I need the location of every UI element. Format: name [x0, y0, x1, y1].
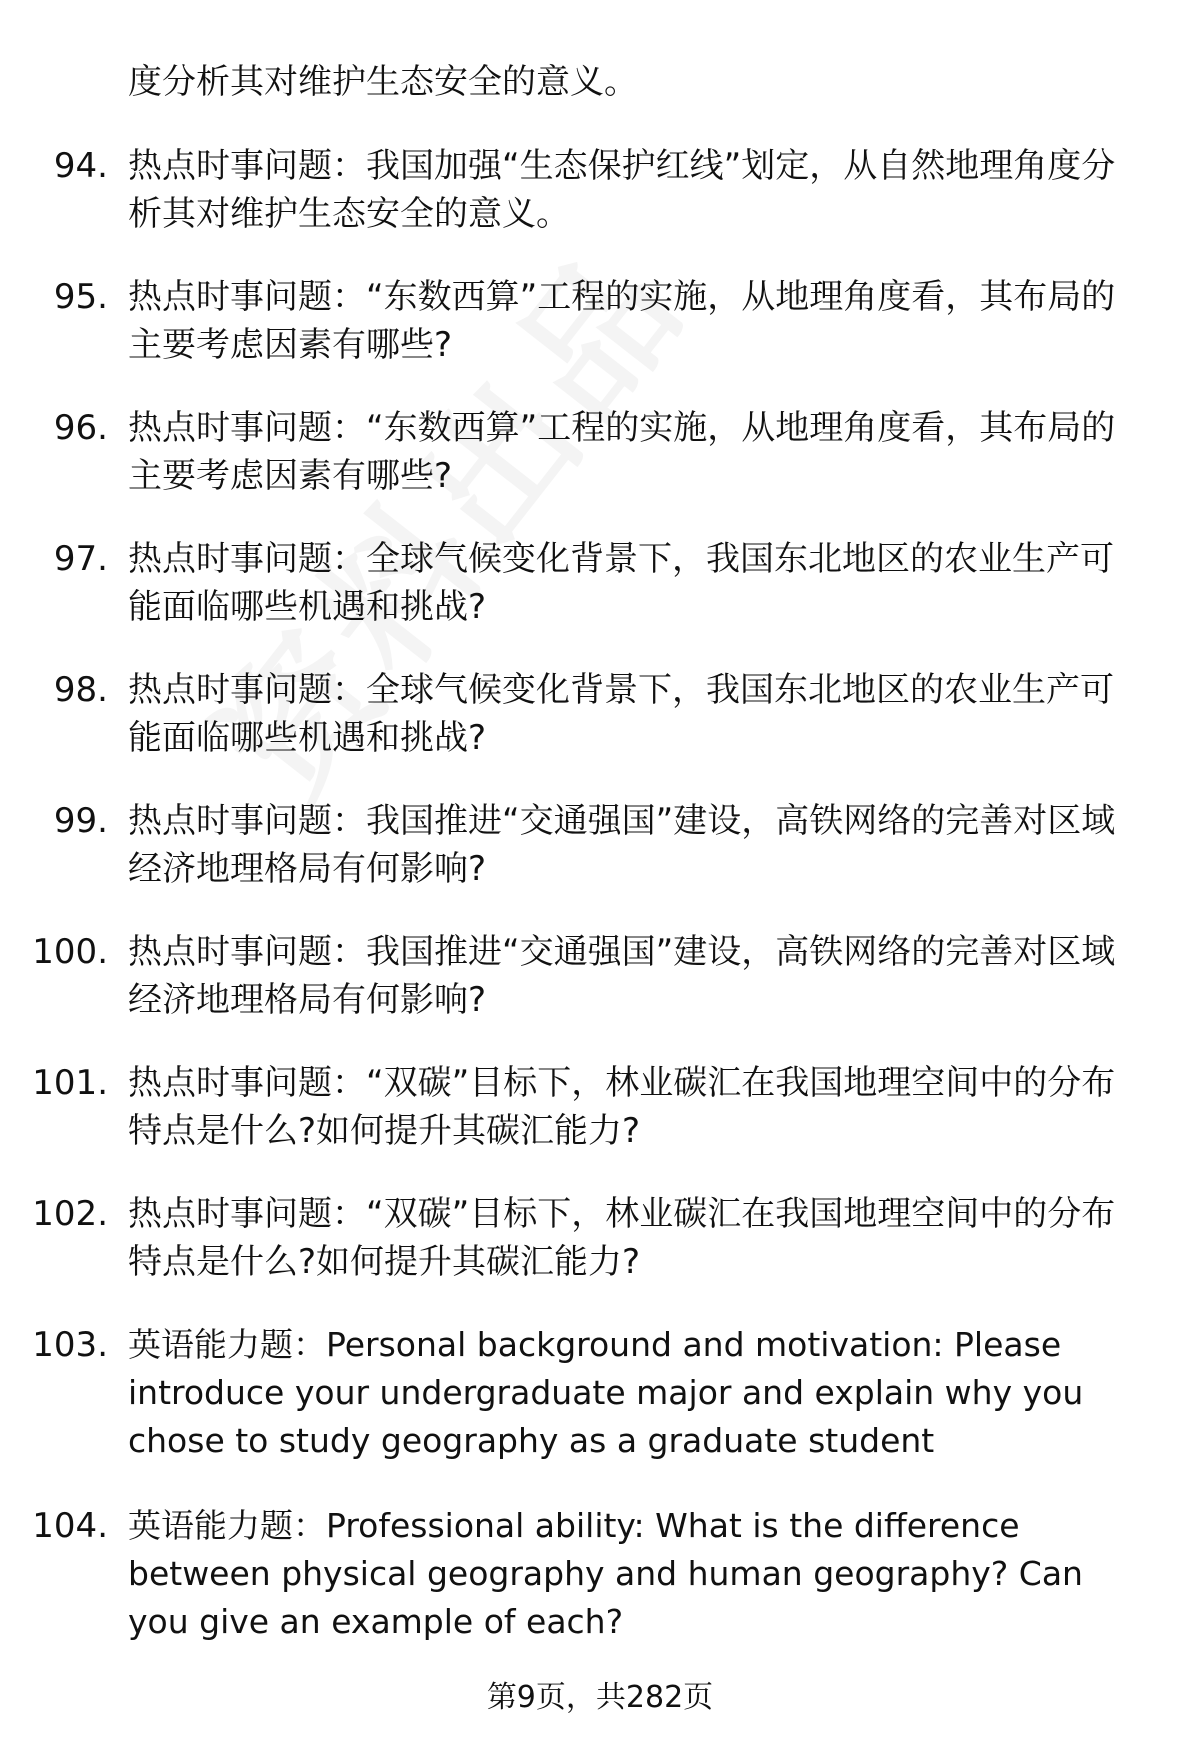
question-text: 英语能力题：Personal background and motivation: Please introduce your undergraduate major and explain why you chose to study geography as a graduate student: [128, 1325, 1084, 1460]
question-number: 103.: [32, 1325, 108, 1365]
question-text: 热点时事问题：我国加强“生态保护红线”划定，从自然地理角度分析其对维护生态安全的意义。: [128, 146, 1116, 234]
question-text: 英语能力题：Professional ability: What is the difference between physical geography and human geography? Can you give an example of each?: [128, 1506, 1083, 1641]
question-text: 热点时事问题：“东数西算”工程的实施，从地理角度看，其布局的主要考虑因素有哪些?: [128, 408, 1116, 496]
question-number: 96.: [53, 408, 108, 448]
question-number: 100.: [32, 932, 108, 972]
question-number: 102.: [32, 1194, 108, 1234]
question-text: 热点时事问题：我国推进“交通强国”建设，高铁网络的完善对区域经济地理格局有何影响?: [128, 801, 1116, 889]
question-item: [0, 666, 1200, 797]
question-item: [0, 142, 1200, 273]
continuation-text: 度分析其对维护生态安全的意义。: [128, 62, 638, 102]
question-item: [0, 1502, 1200, 1683]
question-number: 95.: [53, 277, 108, 317]
question-number: 98.: [53, 670, 108, 710]
question-item: [0, 928, 1200, 1059]
question-number: 99.: [53, 801, 108, 841]
question-number: 94.: [53, 146, 108, 186]
question-item: [0, 797, 1200, 928]
question-text: 热点时事问题：全球气候变化背景下，我国东北地区的农业生产可能面临哪些机遇和挑战?: [128, 670, 1114, 758]
question-text: 热点时事问题：我国推进“交通强国”建设，高铁网络的完善对区域经济地理格局有何影响?: [128, 932, 1116, 1020]
question-item: [0, 404, 1200, 535]
page-footer: 第9页，共282页: [486, 1680, 714, 1715]
question-item: [0, 1059, 1200, 1190]
question-item: [0, 273, 1200, 404]
question-item: [0, 1321, 1200, 1502]
question-text: 热点时事问题：“东数西算”工程的实施，从地理角度看，其布局的主要考虑因素有哪些?: [128, 277, 1116, 365]
question-text: 热点时事问题：全球气候变化背景下，我国东北地区的农业生产可能面临哪些机遇和挑战?: [128, 539, 1114, 627]
question-list: [0, 142, 1200, 1683]
question-number: 97.: [53, 539, 108, 579]
question-item: [0, 1190, 1200, 1321]
question-text: 热点时事问题：“双碳”目标下，林业碳汇在我国地理空间中的分布特点是什么?如何提升其碳汇能力?: [128, 1063, 1116, 1151]
question-text: 热点时事问题：“双碳”目标下，林业碳汇在我国地理空间中的分布特点是什么?如何提升其碳汇能力?: [128, 1194, 1116, 1282]
question-number: 104.: [32, 1506, 108, 1546]
question-item: [0, 535, 1200, 666]
question-number: 101.: [32, 1063, 108, 1103]
